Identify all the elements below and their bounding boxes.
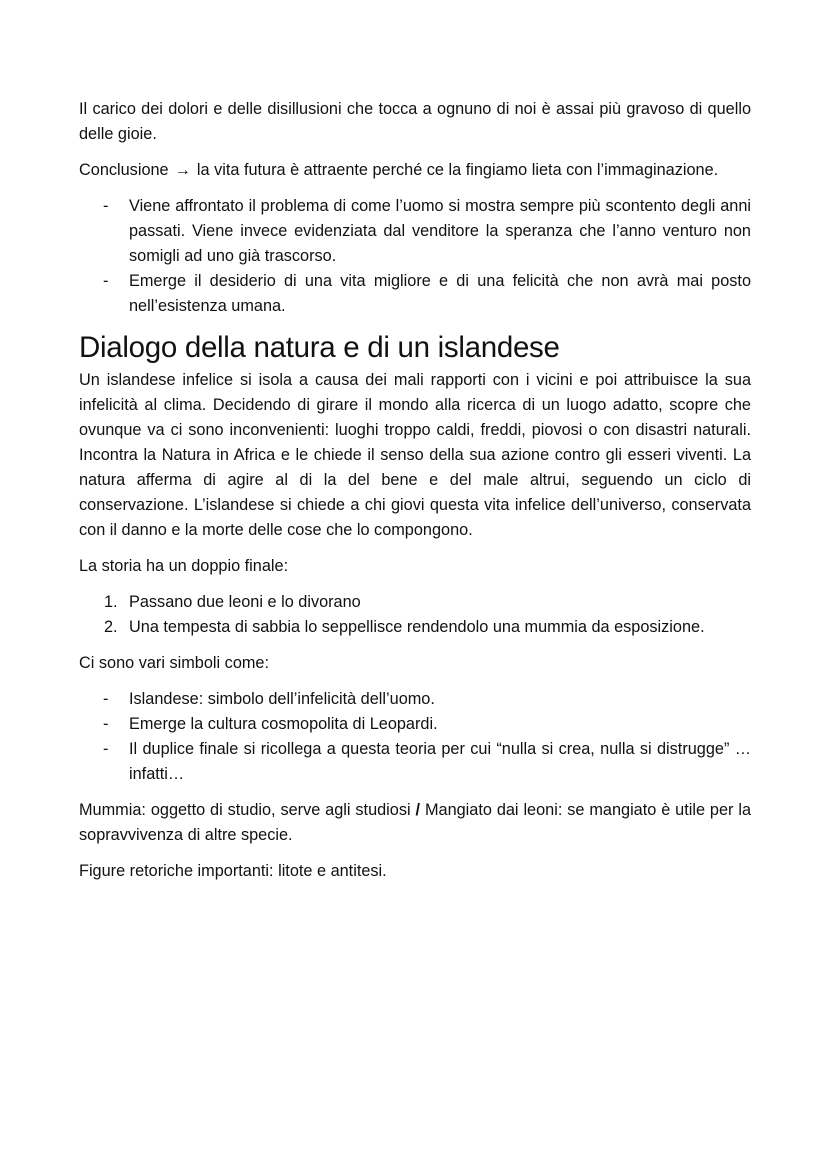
conclusion-text: la vita futura è attraente perché ce la fingiamo lieta con l’immaginazione. bbox=[196, 161, 719, 179]
list-item: - Emerge il desiderio di una vita migliore e di una felicità che non avrà mai posto nell’esistenza umana. bbox=[79, 269, 751, 319]
list-item: - Islandese: simbolo dell’infelicità dell’uomo. bbox=[79, 687, 751, 712]
list-item: - Il duplice finale si ricollega a questa teoria per cui “nulla si crea, nulla si distrugge” … infatti… bbox=[79, 737, 751, 787]
lions-text: Mangiato dai leoni: se mangiato è utile per la sopravvivenza di altre specie. bbox=[79, 801, 752, 844]
symbols-list bbox=[79, 687, 751, 787]
intro-paragraph: Il carico dei dolori e delle disillusioni che tocca a ognuno di noi è assai più gravoso di quello delle gioie. bbox=[79, 100, 751, 143]
document-page bbox=[79, 97, 751, 895]
dash-marker: - bbox=[103, 272, 109, 290]
dash-marker: - bbox=[103, 690, 109, 708]
summary-paragraph: Un islandese infelice si isola a causa dei mali rapporti con i vicini e poi attribuisce la sua infelicità al clima. Decidendo di girare il mondo alla ricerca di un luogo adatto, scopre che ovunque va ci sono inconvenienti: luoghi troppo caldi, freddi, piovosi o con disastri naturali. Incontra la Natura in Africa e le chiede il senso della sua azione contro gli esseri viventi. La natura afferma di agire al di la del bene e del male altrui, seguendo un ciclo di conservazione. L’islandese si chiede a chi giovi questa vita infelice dell’universo, conservata con il danno e la morte delle cose che lo compongono. bbox=[79, 371, 751, 539]
dash-marker: - bbox=[103, 740, 109, 758]
list-item: - Emerge la cultura cosmopolita di Leopardi. bbox=[79, 712, 751, 737]
endings-list bbox=[79, 590, 751, 640]
figures-paragraph: Figure retoriche importanti: litote e antitesi. bbox=[79, 862, 387, 880]
list-item: 1. Passano due leoni e lo divorano bbox=[79, 590, 751, 615]
ending-intro: La storia ha un doppio finale: bbox=[79, 557, 289, 575]
number-marker: 1. bbox=[104, 593, 118, 611]
mummy-lions-paragraph bbox=[79, 798, 751, 848]
conclusion-label: Conclusione bbox=[79, 161, 169, 179]
list-item: 2. Una tempesta di sabbia lo seppellisce rendendolo una mummia da esposizione. bbox=[79, 615, 751, 640]
section-heading: Dialogo della natura e di un islandese bbox=[79, 331, 560, 364]
number-marker: 2. bbox=[104, 618, 118, 636]
arrow-right-icon: → bbox=[174, 161, 191, 179]
list-item: - Viene affrontato il problema di come l’uomo si mostra sempre più scontento degli anni passati. Viene invece evidenziata dal venditore la speranza che l’anno venturo non somigli ad uno già trascorso. bbox=[79, 194, 751, 269]
slash-separator: / bbox=[415, 801, 421, 819]
symbols-intro: Ci sono vari simboli come: bbox=[79, 654, 270, 672]
intro-bullet-list bbox=[79, 194, 751, 319]
dash-marker: - bbox=[103, 715, 109, 733]
dash-marker: - bbox=[103, 197, 109, 215]
conclusion-paragraph bbox=[79, 158, 751, 183]
mummy-text: Mummia: oggetto di studio, serve agli studiosi bbox=[79, 801, 411, 819]
